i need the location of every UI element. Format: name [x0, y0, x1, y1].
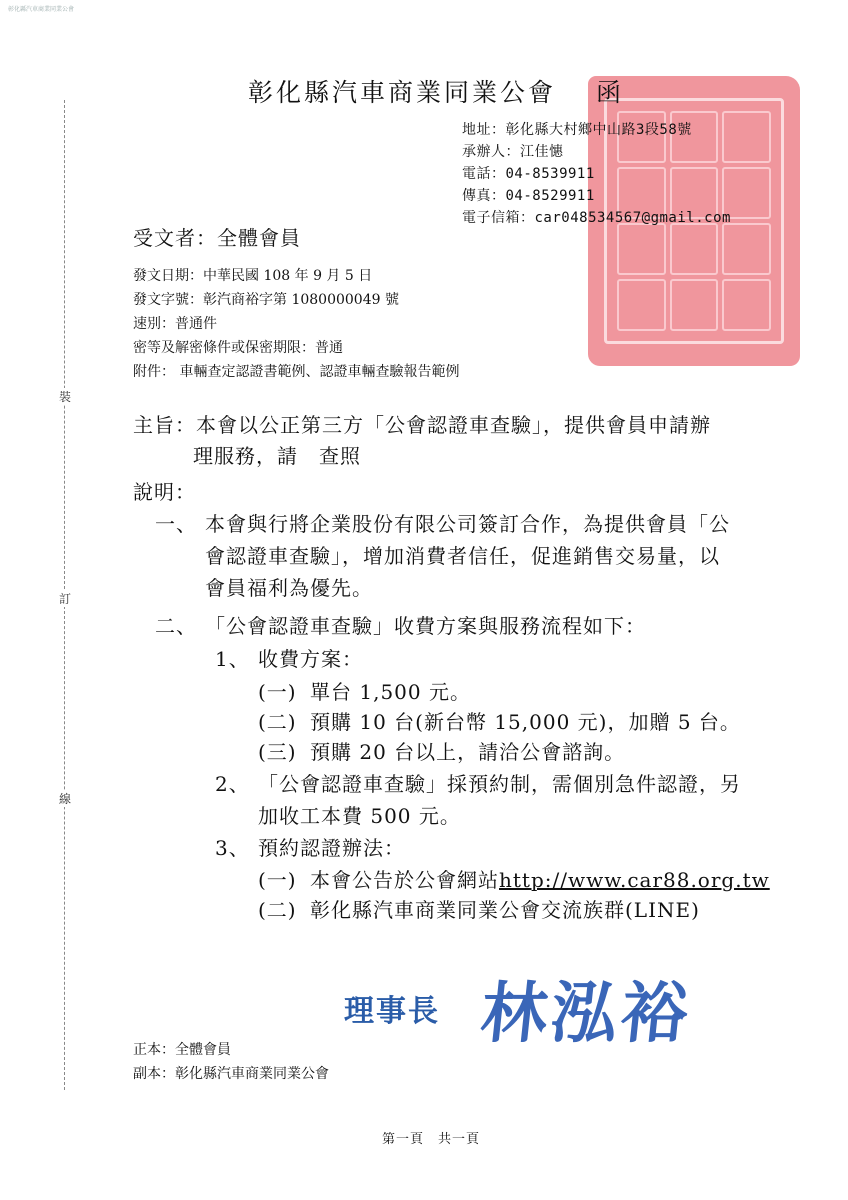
sub1-b-text: 預購 10 台(新台幣 15,000 元)，加贈 5 台。	[310, 710, 741, 734]
sub1-c-number: (三)	[258, 740, 297, 764]
binding-char-ding: 訂	[58, 592, 71, 606]
copies-block	[133, 1038, 329, 1086]
explain-label: 說明：	[133, 480, 196, 504]
sub1-text: 收費方案：	[258, 647, 363, 671]
contact-address: 地址：彰化縣大村鄉中山路3段58號	[462, 122, 692, 138]
sub1-a-number: (一)	[258, 680, 297, 704]
item2-line-1: 「公會認證車查驗」收費方案與服務流程如下：	[205, 614, 646, 638]
sub1-c-text: 預購 20 台以上，請洽公會諮詢。	[310, 740, 626, 764]
contact-phone: 電話：04-8539911	[462, 166, 595, 182]
meta-secrecy: 密等及解密條件或保密期限：普通	[133, 340, 343, 356]
copies-original: 正本：全體會員	[133, 1042, 231, 1058]
meta-date: 發文日期：中華民國 108 年 9 月 5 日	[133, 268, 373, 284]
meta-number: 發文字號：彰汽商裕字第 1080000049 號	[133, 292, 399, 308]
item2-number: 二、	[155, 614, 197, 638]
meta-attachment: 附件： 車輛查定認證書範例、認證車輛查驗報告範例	[133, 364, 460, 380]
sub2-number: 2、	[215, 772, 250, 796]
item1-line-2: 會認證車查驗」，增加消費者信任，促進銷售交易量，以	[205, 544, 720, 568]
item1-line-3: 會員福利為優先。	[205, 576, 373, 600]
sub3-a-number: (一)	[258, 868, 297, 892]
item1-number: 一、	[155, 512, 197, 536]
sub2-line-1: 「公會認證車查驗」採預約制，需個別急件認證，另	[258, 772, 741, 796]
meta-speed: 速別：普通件	[133, 316, 217, 332]
subject-line-2: 理服務，請 查照	[193, 444, 361, 468]
sub3-a-row	[310, 864, 770, 893]
meta-block	[133, 264, 459, 384]
subject-line-1: 主旨：本會以公正第三方「公會認證車查驗」，提供會員申請辦	[133, 413, 711, 437]
sub3-number: 3、	[215, 836, 250, 860]
signature-name-stamp: 林泓裕	[477, 974, 696, 1052]
website-link[interactable]: http://www.car88.org.tw	[499, 868, 770, 892]
signature-title: 理事長	[344, 994, 440, 1029]
header-small-text: 彰化縣汽車商業同業公會	[8, 6, 75, 13]
sub3-b-text: 彰化縣汽車商業同業公會交流族群(LINE)	[310, 898, 700, 922]
sub1-b-number: (二)	[258, 710, 297, 734]
item1-line-1: 本會與行將企業股份有限公司簽訂合作，為提供會員「公	[205, 512, 730, 536]
contact-block	[462, 119, 731, 229]
sub1-a-text: 單台 1,500 元。	[310, 680, 471, 704]
binding-char-xian: 線	[58, 792, 71, 806]
sub1-number: 1、	[215, 647, 250, 671]
copies-copy: 副本：彰化縣汽車商業同業公會	[133, 1066, 329, 1082]
contact-email: 電子信箱：car048534567@gmail.com	[462, 210, 731, 226]
binding-char-zhuang: 裝	[58, 390, 71, 404]
sub3-b-number: (二)	[258, 898, 297, 922]
sub3-a-text: 本會公告於公會網站	[310, 868, 499, 892]
recipient: 受文者：全體會員	[133, 226, 301, 250]
doc-type-char: 函	[596, 78, 622, 107]
sub2-line-2: 加收工本費 500 元。	[258, 804, 461, 828]
page-footer: 第一頁 共一頁	[382, 1132, 481, 1147]
doc-title: 彰化縣汽車商業同業公會	[248, 78, 557, 107]
contact-handler: 承辦人：江佳憓	[462, 144, 564, 160]
sub3-text: 預約認證辦法：	[258, 836, 405, 860]
contact-fax: 傳真：04-8529911	[462, 188, 595, 204]
